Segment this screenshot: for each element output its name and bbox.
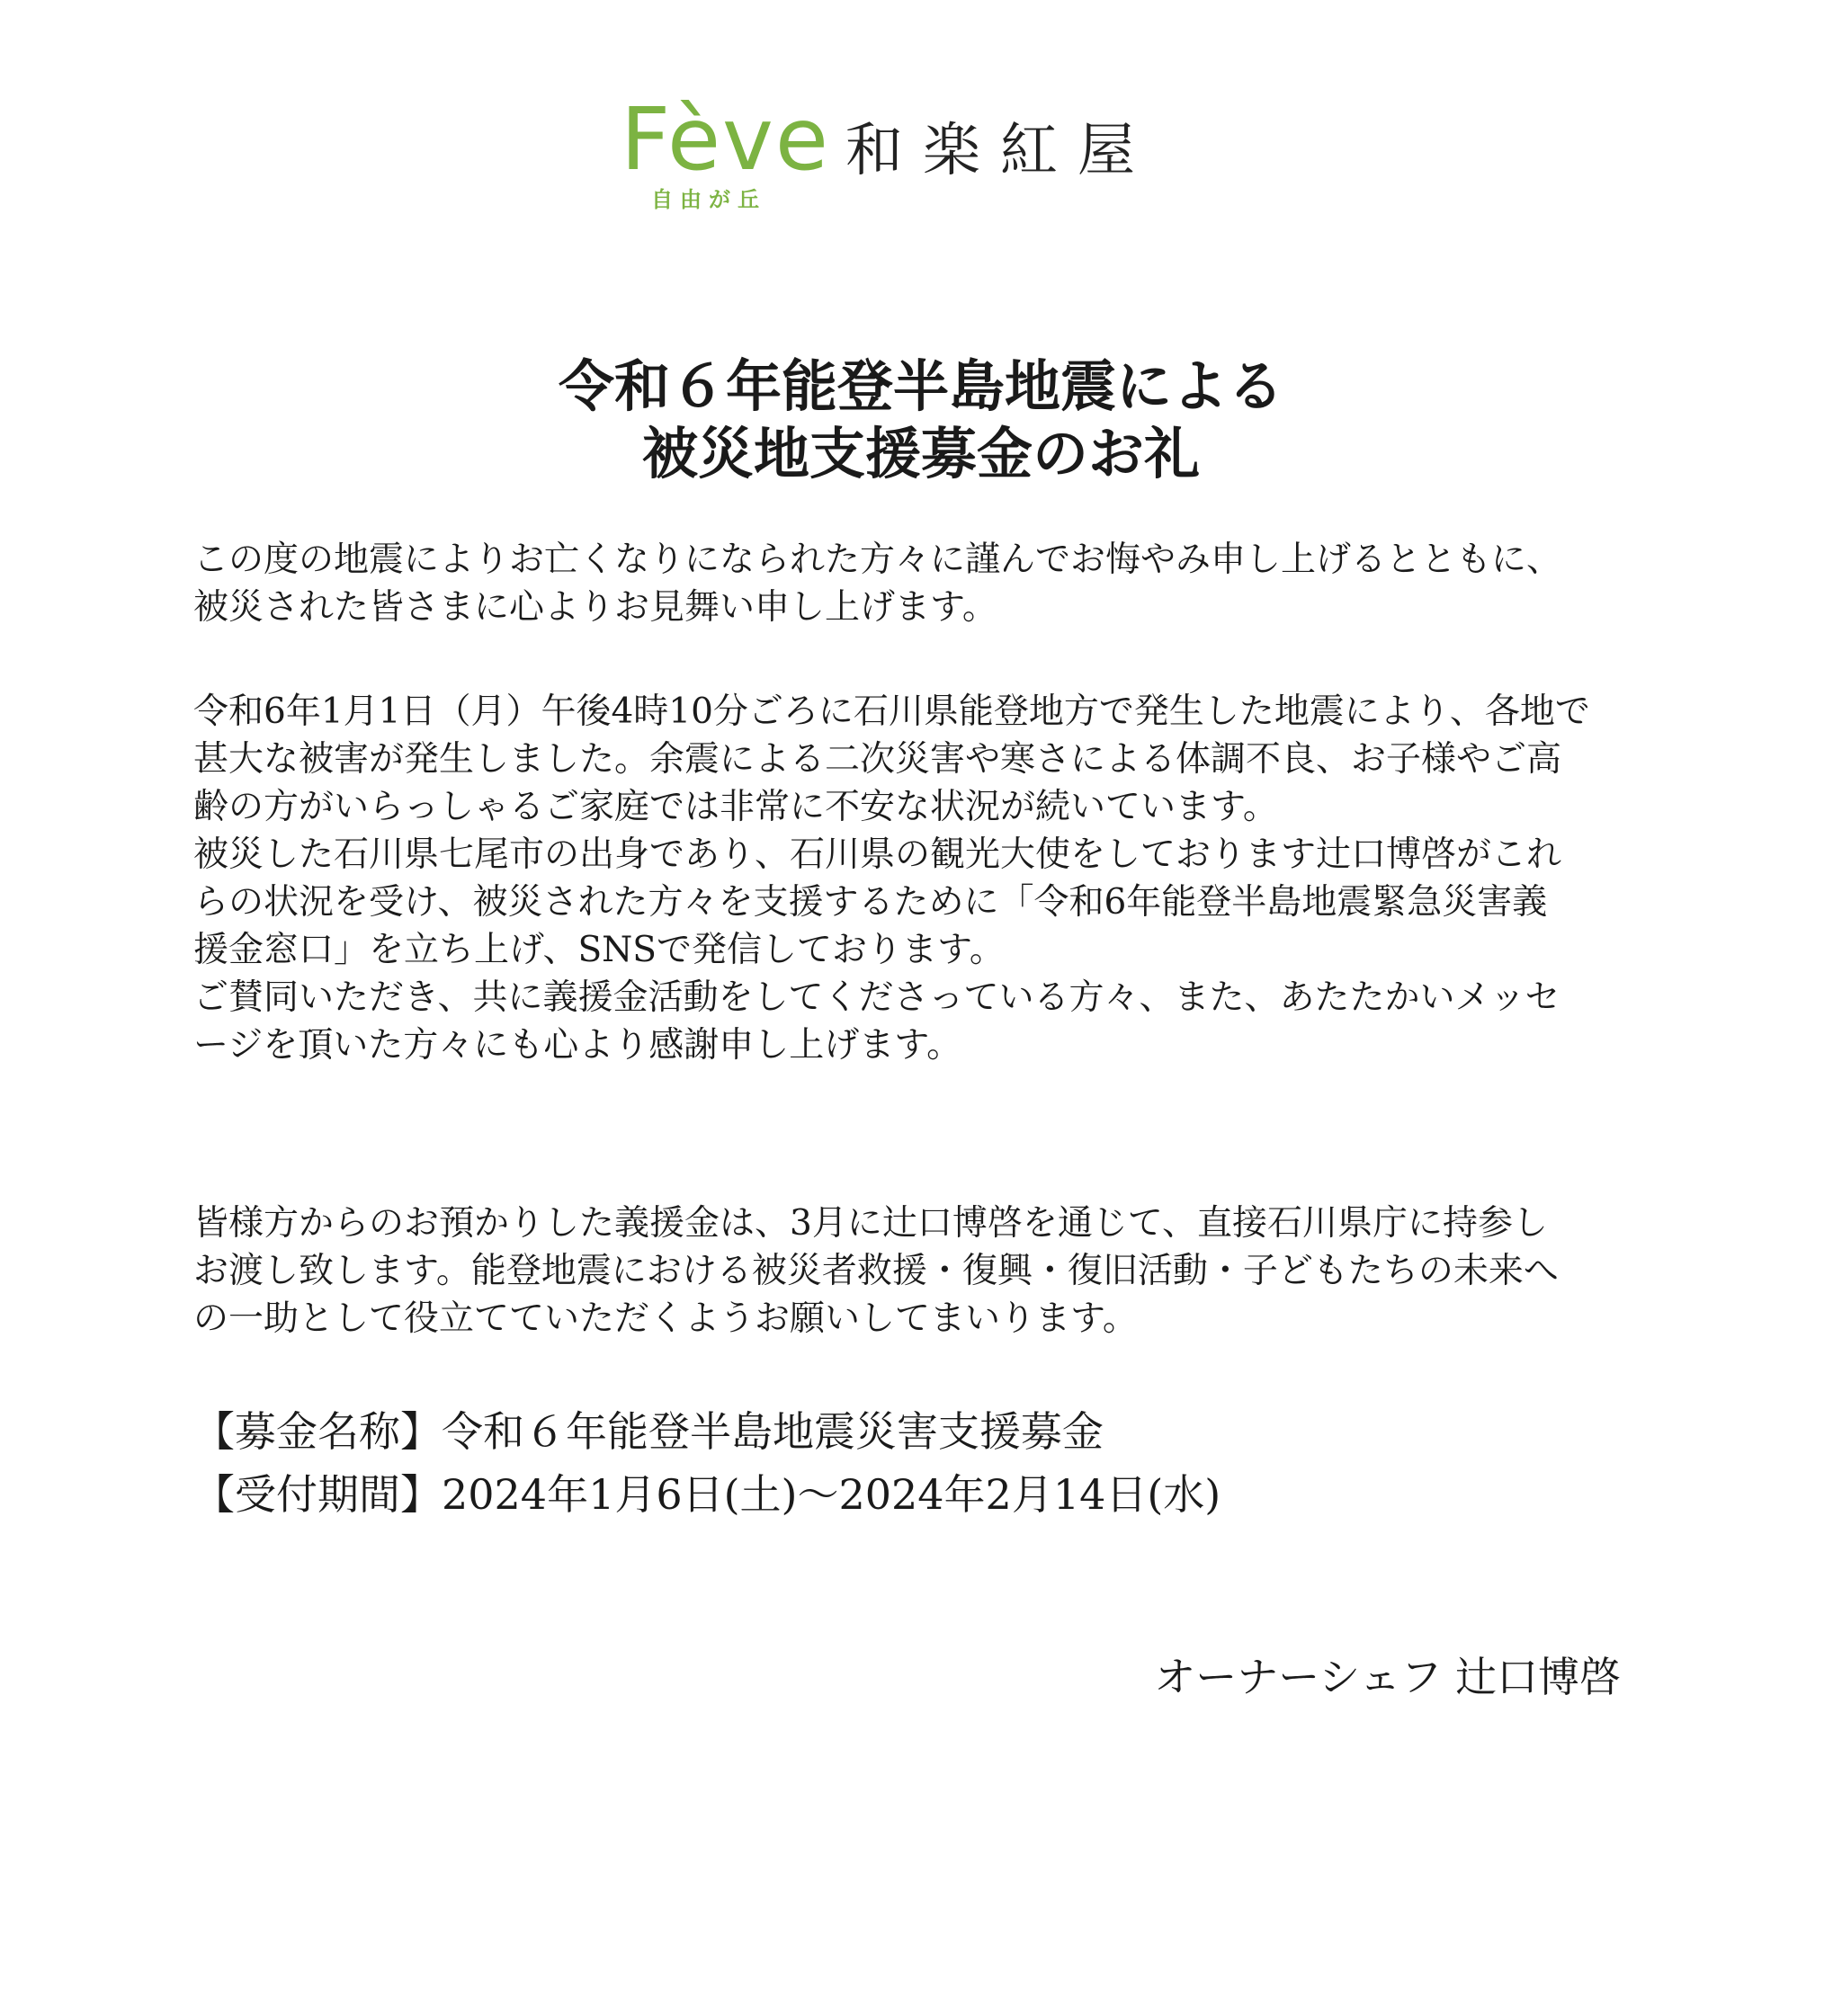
donation-paragraph — [193, 1200, 1650, 1343]
fund-name-label: 【募金名称】 — [193, 1407, 442, 1456]
paragraph-line: お渡し致します。能登地震における被災者救援・復興・復旧活動・子どもたちの未来へ — [193, 1251, 1559, 1291]
paragraph-line: 被災された皆さまに心よりお見舞い申し上げます。 — [193, 587, 997, 628]
period-row — [193, 1466, 1221, 1523]
paragraph-line: 令和6年1月1日（月）午後4時10分ごろに石川県能登地方で発生した地震により、各地で — [193, 691, 1590, 732]
paragraph-line: 皆様方からのお預かりした義援金は、3月に辻口博啓を通じて、直接石川県庁に持参し — [193, 1203, 1549, 1244]
signature-name: 辻口博啓 — [1455, 1653, 1621, 1701]
fund-name-value: 令和６年能登半島地震災害支援募金 — [442, 1407, 1104, 1456]
paragraph-line: ージを頂いた方々にも心より感謝申し上げます。 — [193, 1025, 962, 1066]
paragraph-line: 齢の方がいらっしゃるご家庭では非常に不安な状況が続いています。 — [193, 787, 1278, 827]
paragraph-line: 援金窓口」を立ち上げ、SNSで発信しております。 — [193, 930, 1005, 970]
paragraph-line: の一助として役立てていただくようお願いしてまいります。 — [193, 1298, 1138, 1339]
logo-name: 和楽紅屋 — [845, 118, 1155, 184]
paragraph-line: 甚大な被害が発生しました。余震による二次災害や寒さによる体調不良、お子様やご高 — [193, 739, 1562, 780]
paragraph-line: この度の地震によりお亡くなりになられた方々に謹んでお悔やみ申し上げるとともに、 — [193, 540, 1562, 580]
page-title-line-1: 令和６年能登半島地震による — [558, 353, 1283, 419]
situation-paragraph — [193, 688, 1650, 1069]
page-title-line-2: 被災地支援募金のお礼 — [641, 421, 1200, 486]
logo-subtitle: 自由が丘 — [651, 187, 766, 212]
period-value: 2024年1月6日(土)～2024年2月14日(水) — [442, 1470, 1221, 1519]
paragraph-line: らの状況を受け、被災された方々を支援するために「令和6年能登半島地震緊急災害義 — [193, 882, 1548, 923]
fund-name-row — [193, 1403, 1104, 1460]
logo-brand: Fève — [621, 89, 830, 190]
paragraph-line: 被災した石川県七尾市の出身であり、石川県の観光大使をしております辻口博啓がこれ — [193, 834, 1562, 875]
logo — [621, 90, 1232, 216]
paragraph-line: ご賛同いただき、共に義援金活動をしてくださっている方々、また、あたたかいメッセ — [193, 977, 1560, 1018]
signature — [1154, 1650, 1621, 1704]
signature-role: オーナーシェフ — [1154, 1653, 1443, 1701]
period-label: 【受付期間】 — [193, 1470, 442, 1519]
condolence-paragraph — [193, 536, 1650, 631]
